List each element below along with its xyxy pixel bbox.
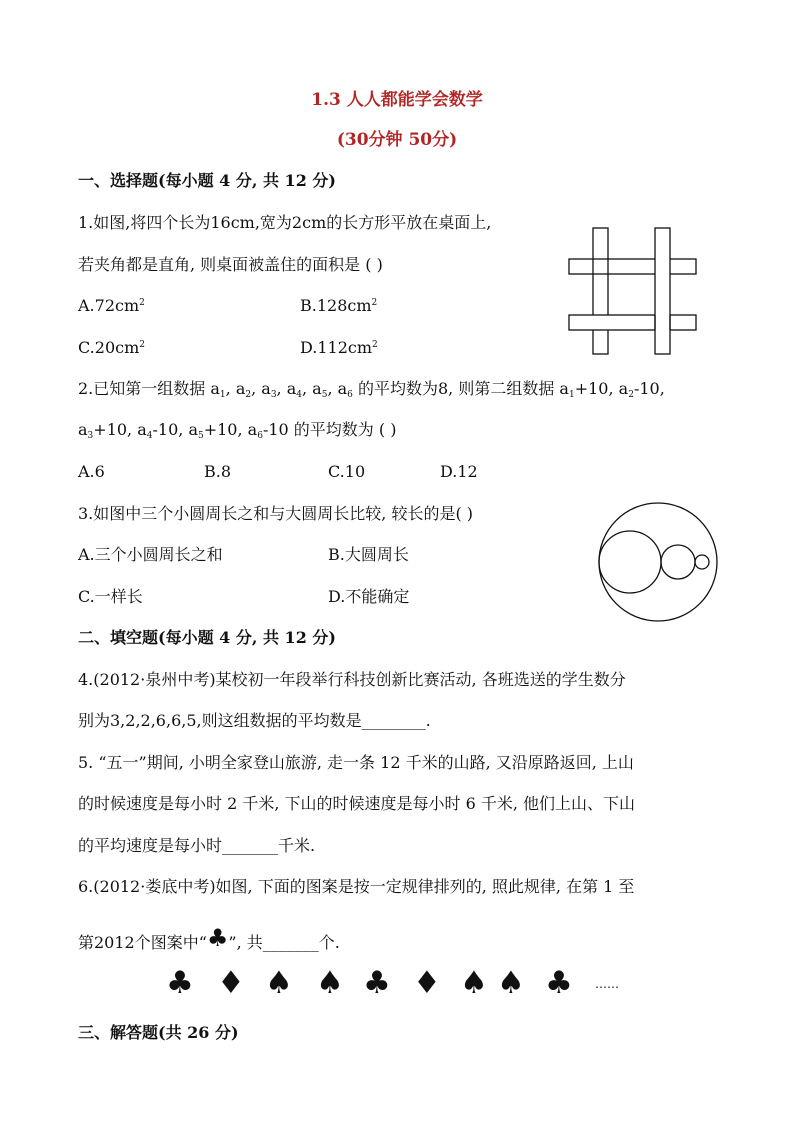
q1-option-b: $B.128cm^2$ xyxy=(300,296,378,315)
q2-line1: 2.已知第一组数据 $a_1$, $a_2$, $a_3$, $a_4$, $a_5$, $a_6$ 的平均数为8, 则第二组数据 $a_1+10$, $a_2-10$, xyxy=(78,379,665,400)
section-heading-solve: 三、解答题(共 26 分) xyxy=(78,1023,239,1042)
q3-circles-figure xyxy=(596,500,722,626)
pattern-club-icon: ♣ xyxy=(166,965,194,1001)
page-title: 1.3 人人都能学会数学 xyxy=(311,90,483,110)
small-circle-3 xyxy=(695,555,709,569)
q1-option-a: $A.72cm^2$ xyxy=(78,296,145,315)
q1-line2: 若夹角都是直角, 则桌面被盖住的面积是 ( ) xyxy=(78,255,383,274)
left-vertical-rect xyxy=(593,228,608,354)
q5-line2: 的时候速度是每小时 2 千米, 下山的时候速度是每小时 6 千米, 他们上山、下山 xyxy=(78,794,636,813)
q4-line1: 4.(2012·泉州中考)某校初一年段举行科技创新比赛活动, 各班选送的学生数分 xyxy=(78,670,626,689)
q1-line1: 1.如图,将四个长为16cm,宽为2cm的长方形平放在桌面上, xyxy=(78,213,492,232)
pattern-club-icon: ♣ xyxy=(363,965,391,1001)
club-icon: ♣ xyxy=(206,924,229,952)
q2-option-b: B.8 xyxy=(204,462,232,481)
q3-option-d: D.不能确定 xyxy=(328,587,410,606)
q2-option-a: A.6 xyxy=(78,462,105,481)
section-heading-fill: 二、填空题(每小题 4 分, 共 12 分) xyxy=(78,628,336,647)
pattern-diamond-icon: ♦ xyxy=(217,965,245,1001)
q5-line3: 的平均速度是每小时_______千米. xyxy=(78,836,316,855)
pattern-ellipsis: …… xyxy=(595,977,619,991)
right-vertical-rect xyxy=(655,228,670,354)
q3-option-a: A.三个小圆周长之和 xyxy=(78,545,223,564)
page-subtitle: (30分钟 50分) xyxy=(336,130,458,150)
big-circle xyxy=(599,503,717,621)
q6-line2: 第2012个图案中“♣”, 共_______个. xyxy=(78,924,340,952)
q1-option-d: $D.112cm^2$ xyxy=(300,338,378,357)
q5-line1: 5. “五一”期间, 小明全家登山旅游, 走一条 12 千米的山路, 又沿原路返回, 上山 xyxy=(78,753,634,772)
q2-option-c: C.10 xyxy=(328,462,366,481)
pattern-spade-icon: ♠ xyxy=(460,965,488,1001)
pattern-spade-icon: ♠ xyxy=(265,965,293,1001)
q3-option-b: B.大圆周长 xyxy=(328,545,409,564)
top-horizontal-rect xyxy=(569,259,696,274)
small-circle-1 xyxy=(599,531,661,593)
small-circle-2 xyxy=(661,545,695,579)
q4-line2: 别为3,2,2,6,6,5,则这组数据的平均数是________. xyxy=(78,711,431,730)
pattern-diamond-icon: ♦ xyxy=(413,965,441,1001)
bottom-horizontal-rect xyxy=(569,315,696,330)
q1-option-c: $C.20cm^2$ xyxy=(78,338,145,357)
q2-option-d: D.12 xyxy=(440,462,478,481)
section-heading-choice: 一、选择题(每小题 4 分, 共 12 分) xyxy=(78,171,336,190)
pattern-club-icon: ♣ xyxy=(545,965,573,1001)
pattern-spade-icon: ♠ xyxy=(316,965,344,1001)
q3-option-c: C.一样长 xyxy=(78,587,143,606)
q6-line1: 6.(2012·娄底中考)如图, 下面的图案是按一定规律排列的, 照此规律, 在第 1 至 xyxy=(78,877,635,896)
q1-rectangles-figure xyxy=(566,226,700,358)
q3-line1: 3.如图中三个小圆周长之和与大圆周长比较, 较长的是( ) xyxy=(78,504,474,523)
pattern-spade-icon: ♠ xyxy=(497,965,525,1001)
q2-line2: $a_3+10$, $a_4-10$, $a_5+10$, $a_6-10$ 的平均数为 ( ) xyxy=(78,420,397,441)
